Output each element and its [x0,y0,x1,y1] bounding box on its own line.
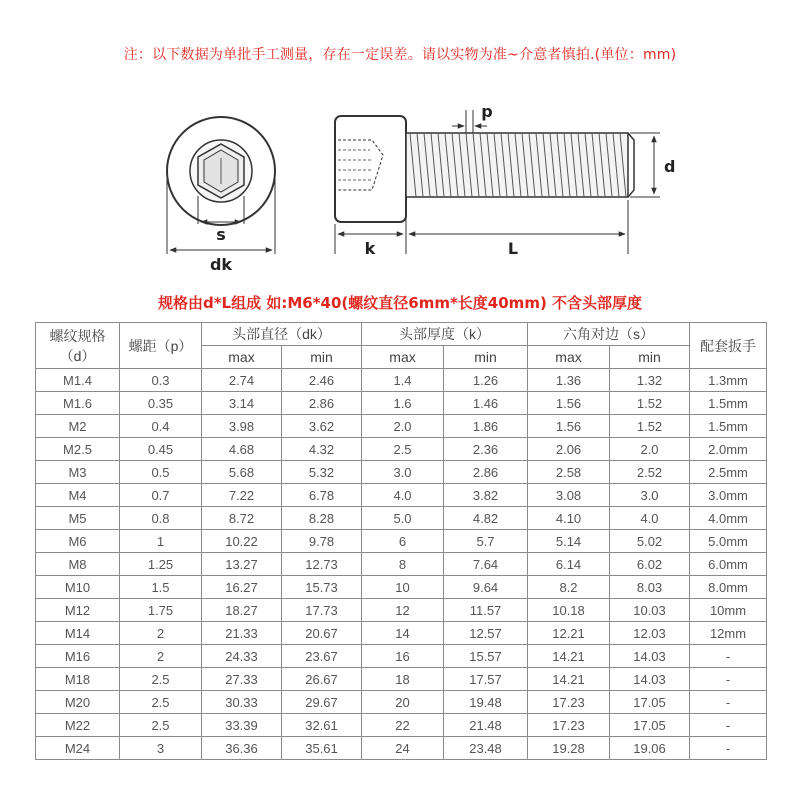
cell-s-min: 10.03 [610,599,690,622]
cell-wrench: 12mm [690,622,767,645]
cell-wrench: 4.0mm [690,507,767,530]
cell-k-max: 4.0 [362,484,444,507]
cell-s-max: 1.56 [528,415,610,438]
table-row [36,714,767,737]
cell-s-max: 14.21 [528,645,610,668]
header-dk-max: max [202,346,282,369]
header-spec-line2: （d） [59,347,96,364]
cell-wrench: 5.0mm [690,530,767,553]
cell-dk-min: 15.73 [282,576,362,599]
cell-s-min: 14.03 [610,668,690,691]
cell-dk-min: 12.73 [282,553,362,576]
header-dk-min: min [282,346,362,369]
cell-k-min: 2.36 [444,438,528,461]
header-spec [36,323,120,369]
cell-pitch: 2 [120,645,202,668]
cell-k-min: 15.57 [444,645,528,668]
table-row [36,392,767,415]
cell-s-max: 10.18 [528,599,610,622]
cell-spec: M1.6 [36,392,120,415]
table-row [36,530,767,553]
spec-table [35,322,767,760]
cell-s-min: 19.06 [610,737,690,760]
cell-dk-max: 3.14 [202,392,282,415]
cell-wrench: - [690,714,767,737]
cell-spec: M4 [36,484,120,507]
cell-pitch: 2.5 [120,714,202,737]
cell-wrench: 1.3mm [690,369,767,392]
cell-spec: M10 [36,576,120,599]
header-head-thickness: 头部厚度（k） [362,323,528,346]
cell-dk-max: 3.98 [202,415,282,438]
cell-k-min: 1.46 [444,392,528,415]
cell-wrench: 3.0mm [690,484,767,507]
cell-pitch: 0.5 [120,461,202,484]
cell-spec: M3 [36,461,120,484]
cell-k-max: 6 [362,530,444,553]
cell-wrench: 1.5mm [690,392,767,415]
table-row [36,691,767,714]
cell-s-min: 14.03 [610,645,690,668]
cell-k-min: 1.26 [444,369,528,392]
table-row [36,553,767,576]
header-wrench: 配套扳手 [690,323,767,369]
cell-pitch: 2.5 [120,668,202,691]
table-row [36,668,767,691]
cell-pitch: 1 [120,530,202,553]
cell-wrench: 6.0mm [690,553,767,576]
cell-s-min: 1.32 [610,369,690,392]
header-hex-across-flats: 六角对边（s） [528,323,690,346]
table-row [36,737,767,760]
cell-dk-max: 36.36 [202,737,282,760]
cell-k-min: 7.64 [444,553,528,576]
cell-dk-max: 21.33 [202,622,282,645]
cell-dk-min: 2.86 [282,392,362,415]
cell-wrench: 8.0mm [690,576,767,599]
cell-spec: M24 [36,737,120,760]
cell-k-min: 21.48 [444,714,528,737]
cell-dk-min: 29.67 [282,691,362,714]
spec-format-headline: 规格由d*L组成 如:M6*40(螺纹直径6mm*长度40mm) 不含头部厚度 [157,294,643,312]
cell-pitch: 0.8 [120,507,202,530]
cell-s-min: 4.0 [610,507,690,530]
cell-s-min: 3.0 [610,484,690,507]
cell-k-min: 2.86 [444,461,528,484]
cell-dk-min: 2.46 [282,369,362,392]
cell-k-min: 12.57 [444,622,528,645]
cell-k-max: 5.0 [362,507,444,530]
screw-side-view [335,116,634,222]
cell-s-max: 3.08 [528,484,610,507]
cell-dk-min: 32.61 [282,714,362,737]
cell-wrench: 2.5mm [690,461,767,484]
spec-table-body [36,369,767,760]
cell-s-min: 17.05 [610,714,690,737]
cell-wrench: 1.5mm [690,415,767,438]
cell-spec: M2 [36,415,120,438]
cell-dk-min: 23.67 [282,645,362,668]
cell-k-min: 23.48 [444,737,528,760]
header-spec-line1: 螺纹规格 [49,327,106,344]
table-row [36,369,767,392]
cell-k-max: 22 [362,714,444,737]
header-head-diameter: 头部直径（dk） [202,323,362,346]
cell-s-max: 2.58 [528,461,610,484]
header-s-max: max [528,346,610,369]
cell-dk-min: 26.67 [282,668,362,691]
cell-dk-min: 8.28 [282,507,362,530]
header-pitch: 螺距（p） [120,323,202,369]
cell-dk-min: 5.32 [282,461,362,484]
cell-spec: M16 [36,645,120,668]
cell-k-min: 3.82 [444,484,528,507]
cell-s-min: 8.03 [610,576,690,599]
cell-dk-min: 4.32 [282,438,362,461]
cell-spec: M2.5 [36,438,120,461]
cell-k-min: 17.57 [444,668,528,691]
cell-pitch: 2.5 [120,691,202,714]
cell-pitch: 0.45 [120,438,202,461]
cell-k-min: 1.86 [444,415,528,438]
cell-dk-max: 2.74 [202,369,282,392]
cell-dk-min: 3.62 [282,415,362,438]
table-row [36,438,767,461]
cell-s-max: 4.10 [528,507,610,530]
cell-pitch: 0.7 [120,484,202,507]
header-s-min: min [610,346,690,369]
cell-dk-max: 18.27 [202,599,282,622]
table-row [36,484,767,507]
cell-s-max: 12.21 [528,622,610,645]
cell-k-min: 11.57 [444,599,528,622]
cell-spec: M1.4 [36,369,120,392]
label-k: k [364,239,376,258]
cell-k-max: 8 [362,553,444,576]
cell-k-max: 3.0 [362,461,444,484]
cell-dk-max: 7.22 [202,484,282,507]
cell-wrench: - [690,691,767,714]
cell-s-max: 6.14 [528,553,610,576]
cell-wrench: - [690,737,767,760]
cell-spec: M14 [36,622,120,645]
cell-k-min: 4.82 [444,507,528,530]
table-row [36,415,767,438]
cell-k-max: 1.4 [362,369,444,392]
cell-k-min: 5.7 [444,530,528,553]
table-row [36,645,767,668]
cell-wrench: 10mm [690,599,767,622]
label-d: d [664,157,676,176]
cell-s-min: 5.02 [610,530,690,553]
cell-s-max: 17.23 [528,714,610,737]
cell-s-min: 6.02 [610,553,690,576]
cell-dk-min: 35.61 [282,737,362,760]
cell-k-max: 16 [362,645,444,668]
cell-dk-max: 10.22 [202,530,282,553]
cell-dk-max: 33.39 [202,714,282,737]
cell-dk-min: 17.73 [282,599,362,622]
cell-spec: M5 [36,507,120,530]
cell-pitch: 1.75 [120,599,202,622]
label-L: L [507,239,519,258]
cell-pitch: 3 [120,737,202,760]
cell-k-max: 12 [362,599,444,622]
cell-dk-max: 27.33 [202,668,282,691]
table-row [36,576,767,599]
cell-s-max: 14.21 [528,668,610,691]
header-k-min: min [444,346,528,369]
cell-s-min: 2.0 [610,438,690,461]
cell-s-min: 12.03 [610,622,690,645]
cell-k-min: 9.64 [444,576,528,599]
cell-k-max: 2.0 [362,415,444,438]
cell-s-max: 2.06 [528,438,610,461]
cell-s-max: 5.14 [528,530,610,553]
cell-spec: M18 [36,668,120,691]
cell-k-max: 1.6 [362,392,444,415]
cell-pitch: 0.3 [120,369,202,392]
cell-k-min: 19.48 [444,691,528,714]
cell-dk-min: 6.78 [282,484,362,507]
screw-diagram [0,0,800,290]
cell-s-max: 1.56 [528,392,610,415]
cell-dk-min: 9.78 [282,530,362,553]
cell-dk-max: 16.27 [202,576,282,599]
cell-pitch: 1.5 [120,576,202,599]
cell-k-max: 20 [362,691,444,714]
cell-k-max: 18 [362,668,444,691]
table-row [36,461,767,484]
cell-spec: M6 [36,530,120,553]
measurement-note: 注：以下数据为单批手工测量，存在一定误差。请以实物为准~介意者慎拍.(单位：mm) [123,47,677,63]
header-k-max: max [362,346,444,369]
cell-s-max: 17.23 [528,691,610,714]
cell-s-max: 1.36 [528,369,610,392]
cell-dk-max: 13.27 [202,553,282,576]
cell-wrench: 2.0mm [690,438,767,461]
cell-s-min: 2.52 [610,461,690,484]
cell-k-max: 24 [362,737,444,760]
cell-dk-max: 5.68 [202,461,282,484]
cell-dk-max: 4.68 [202,438,282,461]
label-dk: dk [209,255,233,274]
cell-wrench: - [690,645,767,668]
header-row-1 [36,323,767,346]
cell-spec: M8 [36,553,120,576]
cell-pitch: 1.25 [120,553,202,576]
cell-k-max: 2.5 [362,438,444,461]
cell-pitch: 0.35 [120,392,202,415]
cell-spec: M22 [36,714,120,737]
label-p: p [481,102,493,121]
label-s: s [216,225,226,244]
table-row [36,599,767,622]
cell-pitch: 2 [120,622,202,645]
cell-s-max: 19.28 [528,737,610,760]
cell-dk-max: 24.33 [202,645,282,668]
cell-s-min: 1.52 [610,415,690,438]
cell-dk-max: 30.33 [202,691,282,714]
cell-dk-min: 20.67 [282,622,362,645]
cell-s-min: 1.52 [610,392,690,415]
cell-pitch: 0.4 [120,415,202,438]
cell-k-max: 10 [362,576,444,599]
cell-wrench: - [690,668,767,691]
table-row [36,507,767,530]
cell-spec: M12 [36,599,120,622]
cell-k-max: 14 [362,622,444,645]
cell-s-min: 17.05 [610,691,690,714]
cell-s-max: 8.2 [528,576,610,599]
cell-dk-max: 8.72 [202,507,282,530]
table-row [36,622,767,645]
cell-spec: M20 [36,691,120,714]
